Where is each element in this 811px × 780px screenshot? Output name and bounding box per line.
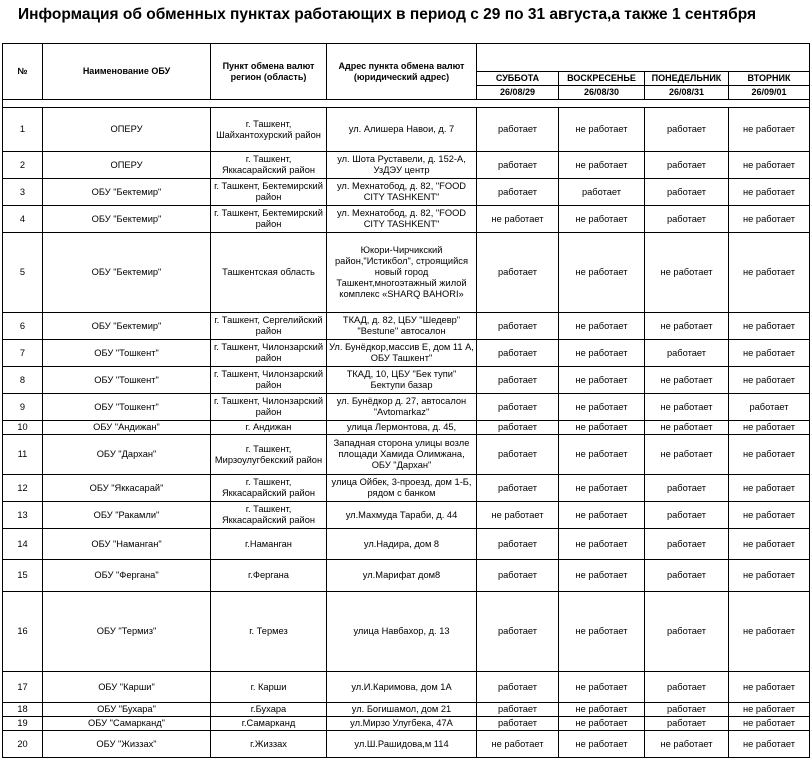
row-status-cell: не работает — [645, 367, 729, 394]
row-status-cell: не работает — [645, 394, 729, 421]
row-region-cell: г.Жиззах — [211, 731, 327, 758]
row-address-cell: Юкори-Чирчикский район,"Истикбол", строящийся новый город Ташкент,многоэтажный жилой комплекс «SHARQ BAHORI» — [327, 233, 477, 313]
row-region-cell: г.Бухара — [211, 703, 327, 717]
day-date-header: 26/08/30 — [559, 86, 645, 100]
row-num-cell: 18 — [3, 703, 43, 717]
row-status-cell: не работает — [559, 592, 645, 672]
table-row — [3, 179, 810, 206]
row-name-cell: ОБУ "Тошкент" — [43, 367, 211, 394]
row-status-cell: не работает — [729, 502, 810, 529]
row-status-cell: не работает — [729, 152, 810, 179]
row-name-cell: ОБУ "Самарканд" — [43, 717, 211, 731]
row-status-cell: не работает — [729, 703, 810, 717]
day-date-header: 26/08/29 — [477, 86, 559, 100]
row-num-cell: 20 — [3, 731, 43, 758]
row-name-cell: ОБУ "Бухара" — [43, 703, 211, 717]
day-date-header: 26/08/31 — [645, 86, 729, 100]
row-region-cell: г. Ташкент, Яккасарайский район — [211, 475, 327, 502]
row-region-cell: г.Фергана — [211, 560, 327, 592]
row-name-cell: ОБУ "Термиз" — [43, 592, 211, 672]
row-status-cell: работает — [477, 394, 559, 421]
row-num-cell: 9 — [3, 394, 43, 421]
table-row — [3, 340, 810, 367]
row-status-cell: работает — [559, 179, 645, 206]
row-status-cell: не работает — [729, 108, 810, 152]
row-status-cell: не работает — [559, 233, 645, 313]
row-address-cell: ул.Марифат дом8 — [327, 560, 477, 592]
day-name-header: ПОНЕДЕЛЬНИК — [645, 72, 729, 86]
row-address-cell: ул. Алишера Навои, д. 7 — [327, 108, 477, 152]
row-address-cell: Западная сторона улицы возле площади Хамида Олимжана, ОБУ "Дархан" — [327, 435, 477, 475]
row-address-cell: ул. Бунёдкор д. 27, автосалон "Avtomarkaz" — [327, 394, 477, 421]
table-row — [3, 206, 810, 233]
row-num-cell: 6 — [3, 313, 43, 340]
row-region-cell: г. Ташкент, Бектемирский район — [211, 206, 327, 233]
table-row — [3, 731, 810, 758]
row-address-cell: улица Ойбек, 3-проезд, дом 1-Б, рядом с банком — [327, 475, 477, 502]
row-num-cell: 5 — [3, 233, 43, 313]
row-address-cell: ул. Богишамол, дом 21 — [327, 703, 477, 717]
row-address-cell: ТКАД, 10, ЦБУ "Бек тупи" Бектупи базар — [327, 367, 477, 394]
row-address-cell: ул.Мирзо Улугбека, 47А — [327, 717, 477, 731]
row-status-cell: не работает — [729, 435, 810, 475]
table-row — [3, 233, 810, 313]
header-region: Пункт обмена валют регион (область) — [211, 44, 327, 100]
row-address-cell: ул.И.Каримова, дом 1А — [327, 672, 477, 703]
day-date-header: 26/09/01 — [729, 86, 810, 100]
row-status-cell: работает — [477, 233, 559, 313]
row-status-cell: работает — [477, 703, 559, 717]
row-region-cell: г. Термез — [211, 592, 327, 672]
row-status-cell: не работает — [729, 529, 810, 560]
row-status-cell: работает — [645, 340, 729, 367]
row-status-cell: работает — [477, 179, 559, 206]
row-status-cell: работает — [477, 560, 559, 592]
row-address-cell: Ул. Бунёдкор,массив Е, дом 11 А, ОБУ Ташкент" — [327, 340, 477, 367]
row-region-cell: г. Андижан — [211, 421, 327, 435]
row-status-cell: работает — [477, 475, 559, 502]
header-name: Наименование ОБУ — [43, 44, 211, 100]
row-address-cell: ул.Ш.Рашидова,м 114 — [327, 731, 477, 758]
table-row — [3, 502, 810, 529]
row-status-cell: работает — [477, 340, 559, 367]
row-status-cell: работает — [645, 206, 729, 233]
row-num-cell: 19 — [3, 717, 43, 731]
row-status-cell: не работает — [645, 731, 729, 758]
table-row — [3, 152, 810, 179]
row-num-cell: 16 — [3, 592, 43, 672]
row-num-cell: 13 — [3, 502, 43, 529]
row-region-cell: г. Ташкент, Чилонзарский район — [211, 340, 327, 367]
row-status-cell: не работает — [729, 233, 810, 313]
row-status-cell: не работает — [559, 394, 645, 421]
day-name-header: СУББОТА — [477, 72, 559, 86]
row-region-cell: г.Наманган — [211, 529, 327, 560]
row-address-cell: ул.Махмуда Тараби, д. 44 — [327, 502, 477, 529]
row-status-cell: не работает — [645, 421, 729, 435]
row-num-cell: 12 — [3, 475, 43, 502]
row-num-cell: 4 — [3, 206, 43, 233]
row-status-cell: работает — [477, 435, 559, 475]
row-region-cell: Ташкентская область — [211, 233, 327, 313]
row-num-cell: 14 — [3, 529, 43, 560]
row-status-cell: работает — [477, 592, 559, 672]
row-status-cell: не работает — [477, 502, 559, 529]
row-name-cell: ОБУ "Фергана" — [43, 560, 211, 592]
row-region-cell: г.Самарканд — [211, 717, 327, 731]
day-name-header: ВОСКРЕСЕНЬЕ — [559, 72, 645, 86]
header-address: Адрес пункта обмена валют (юридический адрес) — [327, 44, 477, 100]
row-num-cell: 1 — [3, 108, 43, 152]
row-name-cell: ОБУ "Карши" — [43, 672, 211, 703]
row-name-cell: ОБУ "Андижан" — [43, 421, 211, 435]
row-address-cell: улица Навбахор, д. 13 — [327, 592, 477, 672]
row-name-cell: ОБУ "Бектемир" — [43, 179, 211, 206]
spacer-row — [3, 100, 810, 108]
row-name-cell: ОБУ "Ракамли" — [43, 502, 211, 529]
row-status-cell: не работает — [729, 475, 810, 502]
table-row — [3, 394, 810, 421]
row-name-cell: ОБУ "Яккасарай" — [43, 475, 211, 502]
row-num-cell: 17 — [3, 672, 43, 703]
row-region-cell: г. Ташкент, Шайхантохурский район — [211, 108, 327, 152]
row-name-cell: ОПЕРУ — [43, 152, 211, 179]
row-status-cell: не работает — [729, 313, 810, 340]
row-num-cell: 10 — [3, 421, 43, 435]
row-name-cell: ОБУ "Дархан" — [43, 435, 211, 475]
row-status-cell: не работает — [559, 108, 645, 152]
row-region-cell: г. Ташкент, Чилонзарский район — [211, 367, 327, 394]
row-status-cell: не работает — [645, 233, 729, 313]
row-status-cell: работает — [645, 152, 729, 179]
row-region-cell: г. Ташкент, Чилонзарский район — [211, 394, 327, 421]
row-status-cell: не работает — [559, 703, 645, 717]
table-row — [3, 529, 810, 560]
table-body — [3, 100, 810, 758]
table-row — [3, 421, 810, 435]
table-row — [3, 435, 810, 475]
row-status-cell: работает — [477, 717, 559, 731]
row-status-cell: не работает — [559, 672, 645, 703]
row-status-cell: не работает — [559, 731, 645, 758]
row-status-cell: работает — [477, 152, 559, 179]
row-status-cell: не работает — [559, 206, 645, 233]
row-num-cell: 3 — [3, 179, 43, 206]
row-status-cell: работает — [645, 475, 729, 502]
row-status-cell: не работает — [477, 731, 559, 758]
row-status-cell: работает — [645, 108, 729, 152]
row-name-cell: ОПЕРУ — [43, 108, 211, 152]
row-status-cell: не работает — [729, 672, 810, 703]
row-status-cell: работает — [645, 592, 729, 672]
table-row — [3, 560, 810, 592]
row-address-cell: ул. Мехнатобод, д. 82, "FOOD CITY TASHKENT" — [327, 179, 477, 206]
table-row — [3, 703, 810, 717]
row-name-cell: ОБУ "Бектемир" — [43, 233, 211, 313]
day-name-header: ВТОРНИК — [729, 72, 810, 86]
row-status-cell: не работает — [559, 367, 645, 394]
row-status-cell: не работает — [729, 367, 810, 394]
row-region-cell: г. Ташкент, Бектемирский район — [211, 179, 327, 206]
row-status-cell: не работает — [477, 206, 559, 233]
row-status-cell: работает — [645, 672, 729, 703]
row-status-cell: работает — [729, 394, 810, 421]
table-row — [3, 367, 810, 394]
row-status-cell: не работает — [729, 592, 810, 672]
row-status-cell: не работает — [559, 435, 645, 475]
row-region-cell: г. Ташкент, Мирзоулугбекский район — [211, 435, 327, 475]
page-title: Информация об обменных пунктах работающих в период с 29 по 31 августа,а также 1 сентября — [18, 6, 757, 23]
row-status-cell: работает — [645, 560, 729, 592]
table-row — [3, 475, 810, 502]
row-status-cell: не работает — [729, 421, 810, 435]
row-name-cell: ОБУ "Наманган" — [43, 529, 211, 560]
row-status-cell: работает — [645, 717, 729, 731]
exchange-points-table — [2, 43, 810, 758]
header-days-blank — [477, 44, 810, 72]
row-status-cell: не работает — [645, 435, 729, 475]
table-row — [3, 313, 810, 340]
row-name-cell: ОБУ "Тошкент" — [43, 340, 211, 367]
row-status-cell: не работает — [559, 421, 645, 435]
row-name-cell: ОБУ "Жиззах" — [43, 731, 211, 758]
row-region-cell: г. Ташкент, Яккасарайский район — [211, 152, 327, 179]
row-status-cell: работает — [477, 529, 559, 560]
row-status-cell: не работает — [559, 502, 645, 529]
row-num-cell: 8 — [3, 367, 43, 394]
row-num-cell: 2 — [3, 152, 43, 179]
table-row — [3, 672, 810, 703]
row-region-cell: г. Ташкент, Яккасарайский район — [211, 502, 327, 529]
row-status-cell: работает — [645, 703, 729, 717]
row-status-cell: не работает — [559, 717, 645, 731]
row-status-cell: работает — [645, 179, 729, 206]
row-status-cell: не работает — [729, 560, 810, 592]
table-row — [3, 717, 810, 731]
row-region-cell: г. Ташкент, Сергелийский район — [211, 313, 327, 340]
table-row — [3, 108, 810, 152]
row-address-cell: улица Лермонтова, д. 45, — [327, 421, 477, 435]
row-num-cell: 7 — [3, 340, 43, 367]
row-status-cell: не работает — [559, 560, 645, 592]
row-status-cell: работает — [477, 672, 559, 703]
row-status-cell: не работает — [729, 340, 810, 367]
row-status-cell: работает — [645, 529, 729, 560]
row-status-cell: не работает — [729, 179, 810, 206]
row-status-cell: не работает — [559, 340, 645, 367]
row-num-cell: 15 — [3, 560, 43, 592]
row-address-cell: ТКАД, д. 82, ЦБУ "Шедевр" "Bestune" автосалон — [327, 313, 477, 340]
row-status-cell: работает — [477, 108, 559, 152]
row-status-cell: не работает — [729, 731, 810, 758]
row-status-cell: работает — [477, 367, 559, 394]
row-status-cell: не работает — [559, 529, 645, 560]
row-address-cell: ул.Надира, дом 8 — [327, 529, 477, 560]
row-status-cell: не работает — [729, 717, 810, 731]
row-region-cell: г. Карши — [211, 672, 327, 703]
row-status-cell: не работает — [729, 206, 810, 233]
table-row — [3, 592, 810, 672]
row-name-cell: ОБУ "Тошкент" — [43, 394, 211, 421]
row-name-cell: ОБУ "Бектемир" — [43, 206, 211, 233]
row-address-cell: ул. Мехнатобод, д. 82, "FOOD CITY TASHKENT" — [327, 206, 477, 233]
row-name-cell: ОБУ "Бектемир" — [43, 313, 211, 340]
row-address-cell: ул. Шота Руставели, д. 152-А, УзДЭУ центр — [327, 152, 477, 179]
header-num: № — [3, 44, 43, 100]
row-status-cell: работает — [645, 502, 729, 529]
row-status-cell: работает — [477, 313, 559, 340]
row-status-cell: не работает — [645, 313, 729, 340]
row-status-cell: не работает — [559, 313, 645, 340]
row-num-cell: 11 — [3, 435, 43, 475]
row-status-cell: работает — [477, 421, 559, 435]
row-status-cell: не работает — [559, 475, 645, 502]
row-status-cell: не работает — [559, 152, 645, 179]
